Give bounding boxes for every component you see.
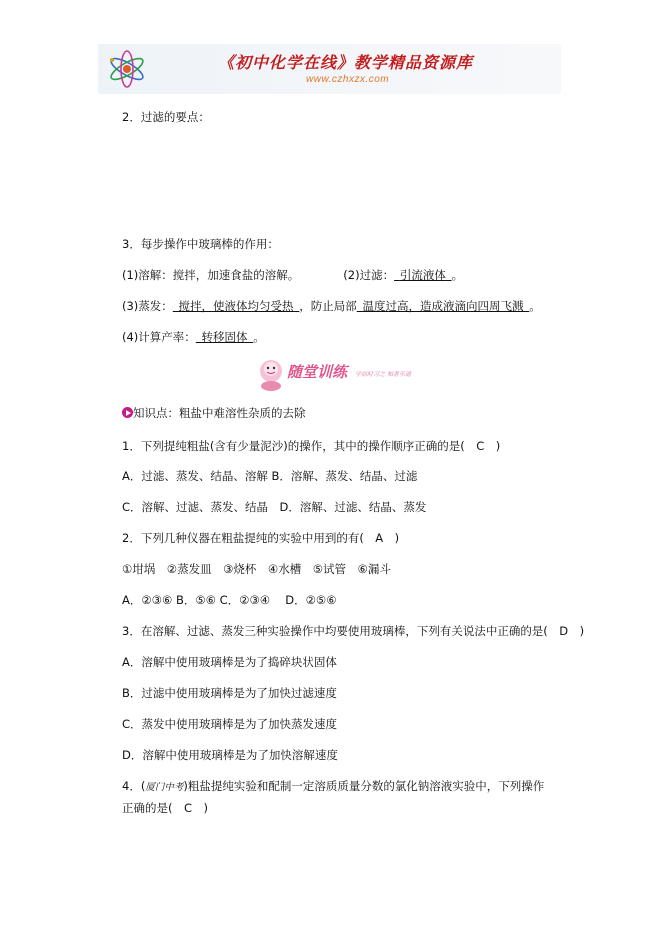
question-2-items: ①坩埚 ②蒸发皿 ③烧杯 ④水槽 ⑤试管 ⑥漏斗: [122, 562, 391, 576]
review-q3-2-prefix: (2)过滤：: [343, 268, 395, 282]
knowledge-point-text: 知识点：粗盐中难溶性杂质的去除: [133, 406, 306, 420]
badge-main-text: 随堂训练: [287, 363, 348, 381]
question-2-stem: 2．下列几种仪器在粗盐提纯的实验中用到的有( A ): [122, 531, 400, 545]
review-q2-label: 2．过滤的要点：: [122, 110, 210, 124]
review-q3-line3: [122, 299, 541, 313]
review-q3-3-mid: ，防止局部: [299, 299, 357, 313]
review-q3-line4: [122, 330, 265, 344]
header-banner: [98, 44, 561, 94]
question-4-stem-rest: )粗盐提纯实验和配制一定溶质质量分数的氯化钠溶液实验中，下列操作: [183, 779, 545, 793]
question-1-stem: 1．下列提纯粗盐(含有少量泥沙)的操作，其中的操作顺序正确的是( C ): [122, 439, 501, 453]
question-3-option-c: C．蒸发中使用玻璃棒是为了加快蒸发速度: [122, 717, 338, 731]
question-1-options-cd: C．溶解、过滤、蒸发、结晶 D．溶解、过滤、结晶、蒸发: [122, 500, 427, 514]
question-4-prefix: 4．(: [122, 779, 146, 793]
review-q3-2-suffix: 。: [451, 268, 464, 282]
review-q3-3-answer1: 搅拌，使液体均匀受热: [178, 299, 294, 313]
review-q3-4-answer: 转移固体: [201, 330, 248, 344]
review-q3-label: 3．每步操作中玻璃棒的作用：: [122, 237, 279, 251]
header-title: 《初中化学在线》教学精品资源库: [218, 53, 474, 72]
review-q3-line1: [122, 268, 463, 282]
badge-mascot-icon: [260, 360, 282, 391]
question-4-stem-line2: 正确的是( C ): [122, 801, 209, 815]
question-1-options-ab: A．过滤、蒸发、结晶、溶解 B．溶解、蒸发、结晶、过滤: [122, 469, 418, 483]
review-q3-3-suffix: 。: [529, 299, 541, 313]
header-url: www.czhxzx.com: [306, 74, 390, 85]
question-4-stem-line1: [122, 779, 544, 795]
knowledge-point: [122, 406, 306, 420]
question-2-options: A．②③⑥ B．⑤⑥ C．②③④ D．②⑤⑥: [122, 593, 337, 607]
question-4-source: 厦门中考: [145, 782, 184, 793]
section-badge: [257, 355, 427, 393]
review-q3-4-suffix: 。: [253, 330, 265, 344]
question-3-option-d: D．溶解中使用玻璃棒是为了加快溶解速度: [122, 748, 338, 762]
review-q3-3-answer2: 温度过高，造成液滴向四周飞溅: [362, 299, 524, 313]
badge-sub-text: 学而时习之 知者乐道: [355, 371, 411, 378]
play-arrow-icon: [122, 407, 133, 418]
review-q3-1: (1)溶解：搅拌，加速食盐的溶解。: [122, 268, 300, 282]
review-q3-2-answer: 引流液体: [399, 268, 446, 282]
review-q3-3-prefix: (3)蒸发：: [122, 299, 173, 313]
question-3-option-b: B．过滤中使用玻璃棒是为了加快过滤速度: [122, 686, 337, 700]
atom-logo-icon: [106, 48, 148, 90]
question-3-option-a: A．溶解中使用玻璃棒是为了捣碎块状固体: [122, 655, 337, 669]
review-q3-4-prefix: (4)计算产率：: [122, 330, 196, 344]
question-3-stem: 3．在溶解、过滤、蒸发三种实验操作中均要使用玻璃棒，下列有关说法中正确的是( D ): [122, 624, 585, 638]
